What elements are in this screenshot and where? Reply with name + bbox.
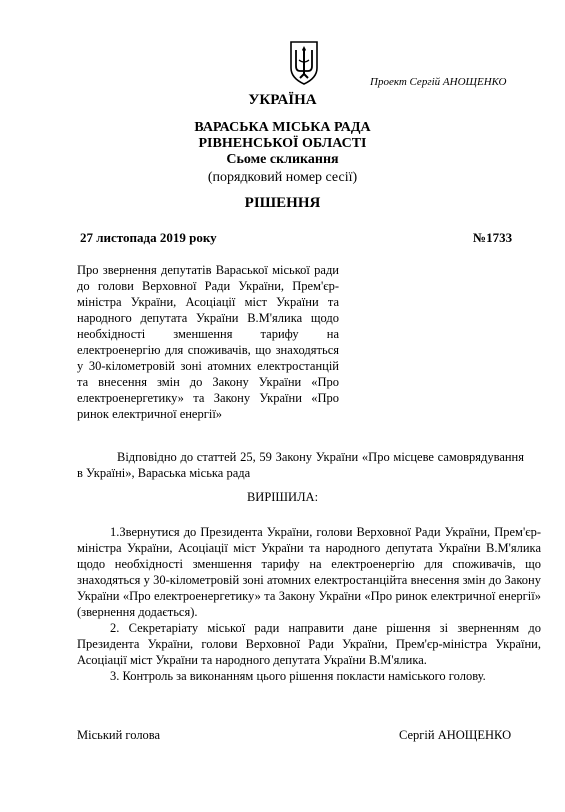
document-title: РІШЕННЯ (244, 195, 321, 211)
council-region: РІВНЕНСЬКОЇ ОБЛАСТІ (198, 136, 367, 151)
council-name: ВАРАСЬКА МІСЬКА РАДА (194, 120, 371, 135)
signature-role: Міський голова (77, 728, 161, 742)
trident-icon (289, 38, 319, 86)
decision-subject: Про звернення депутатів Вараської міської ради до голови Верховної Ради України, Прем'єр-міністра України, Асоціації міст України та народного депутата України В.М'ялика щодо необхідності зменшення тарифу на електроенергію для споживачів, що знаходяться у 30-кілометровій зоні атомних електростанцій та внесення змін до Закону України «Про електроенергетику» та Закону України «Про ринок електричної енергії» (77, 263, 339, 421)
decision-point-1: 1.Звернутися до Президента України, голови Верховної Ради України, Прем'єр-міністра України, Асоціації міст України та народного депутата України В.М'ялика щодо необхідності зменшення тарифу на електроенергію для споживачів, що знаходяться у 30-кілометровій зоні атомних електростанційта внесення змін до Закону України «Про електроенергетику» та Закону України «Про ринок електричної енергії» (звернення додається). (77, 525, 541, 619)
legal-basis: Відповідно до статтей 25, 59 Закону України «Про місцеве самоврядування в Україні», Вараська міська рада (77, 450, 524, 480)
country-title: УКРАЇНА (248, 92, 317, 108)
project-note: Проект Сергій АНОЩЕНКО (370, 76, 507, 88)
signature-name: Сергій АНОЩЕНКО (399, 728, 512, 742)
decision-date: 27 листопада 2019 року (80, 230, 217, 245)
decision-points (77, 524, 541, 684)
decision-point-3: 3. Контроль за виконанням цього рішення покласти наміського голову. (110, 669, 486, 683)
session-number: (порядковий номер сесії) (207, 170, 358, 185)
convocation: Сьоме скликання (226, 152, 339, 167)
decision-point-2: 2. Секретаріату міської ради направити дане рішення зі зверненням до Президента України, голови Верховної Ради України, Прем'єр-міністра України, Асоціації міст України та народного депутата України В.М'ялика. (77, 621, 541, 667)
decision-number: №1733 (473, 230, 513, 245)
decided-heading: ВИРІШИЛА: (246, 490, 319, 504)
